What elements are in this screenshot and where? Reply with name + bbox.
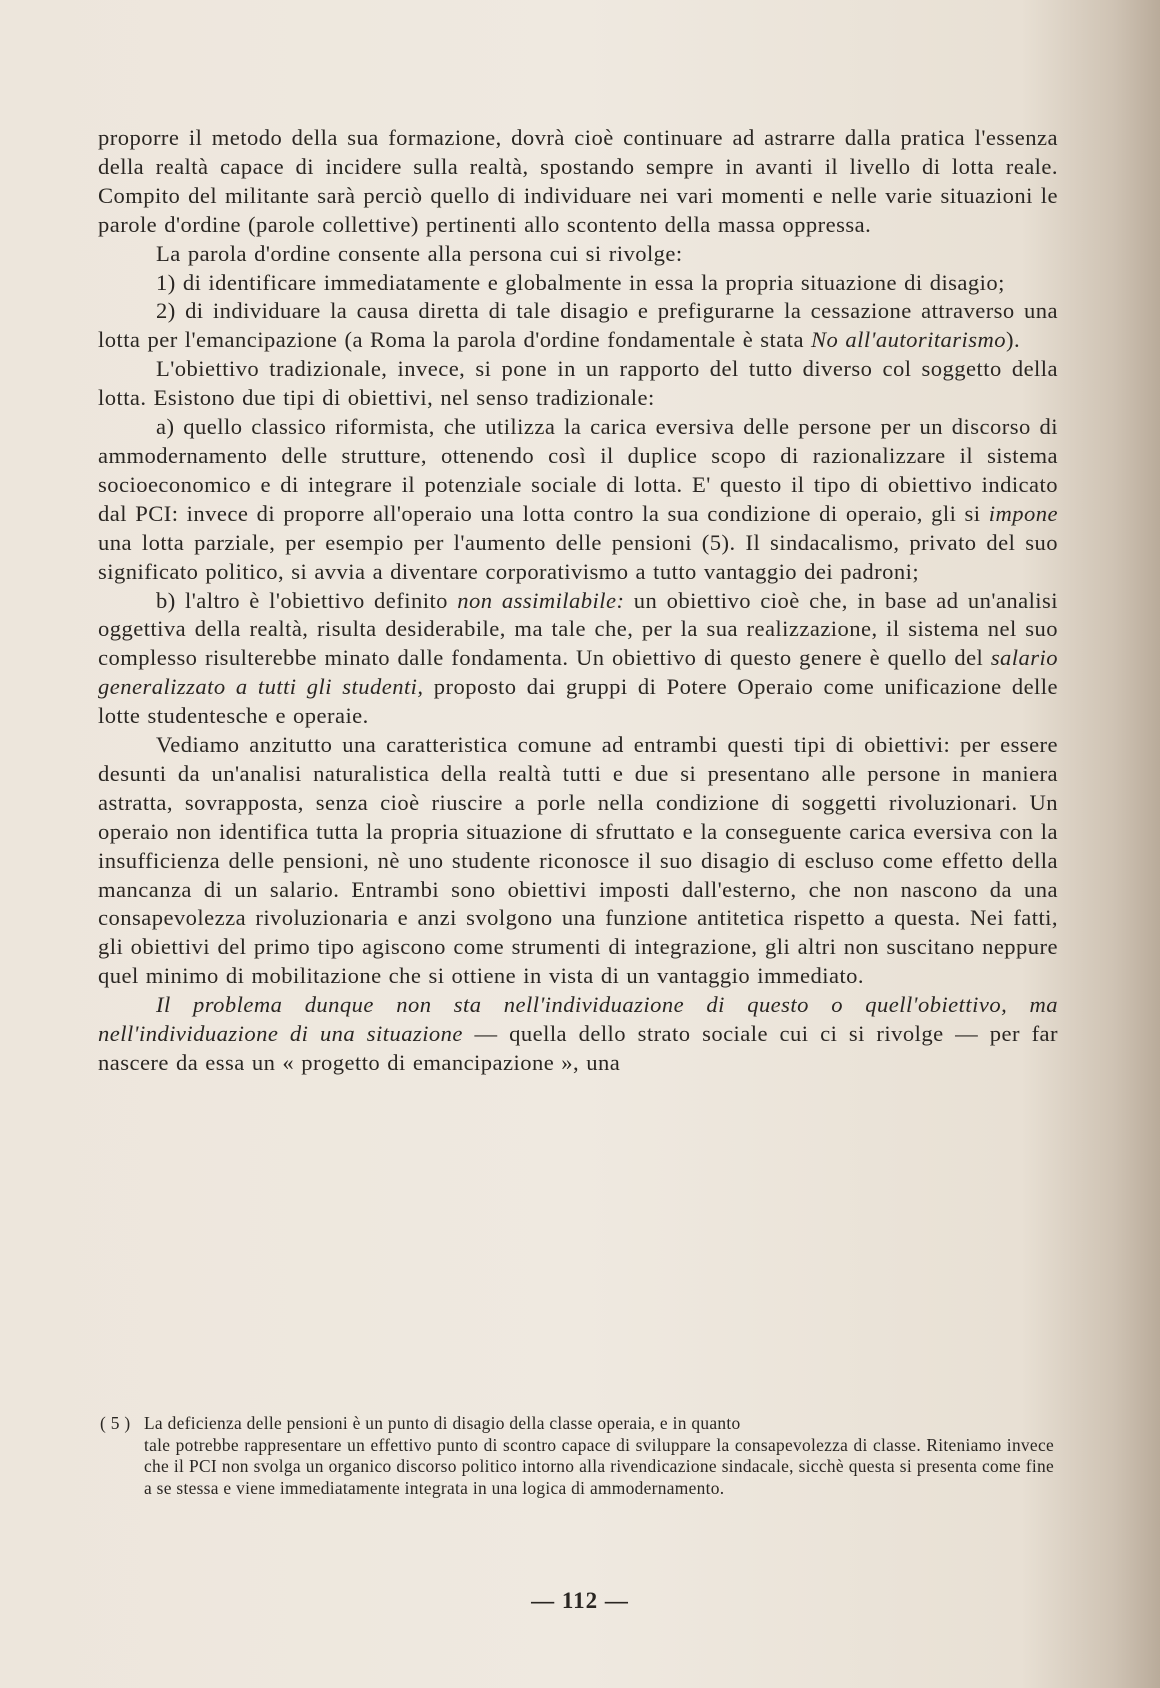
paragraph-6-text: a) quello classico riformista, che utilizza la carica eversiva delle persone per un discorso di ammodernamento delle strutture, ottenendo così il duplice scopo di razionalizzare il sistema socioeconomico e di integrare il potenziale sociale di lotta. E' questo il tipo di obiettivo indicato dal PCI: invece di proporre all'operaio una lotta contro la sua condizione di operaio, gli si bbox=[98, 414, 1058, 526]
paragraph-9-italic: Il problema dunque non sta nell'individuazione di questo o quell'obiettivo, ma nell'individuazione di una situazione bbox=[98, 992, 1058, 1047]
paragraph-6-italic: impone bbox=[988, 500, 1058, 526]
paragraph-8: Vediamo anzitutto una caratteristica comune ad entrambi questi tipi di obiettivi: per essere desunti da un'analisi naturalistica della realtà tutti e due si presentano alle persone in maniera astratta, sovrapposta, senza cioè riuscire a porle nella condizione di soggetti rivoluzionari. Un operaio non identifica tutta la propria situazione di sfruttato e la conseguente carica eversiva con la insufficienza delle pensioni, nè uno studente riconosce il suo disagio di escluso come effetto della mancanza di un salario. Entrambi sono obiettivi imposti dall'esterno, che non nascono da una consapevolezza rivoluzionaria e anzi svolgono una funzione antitetica rispetto a questa. Nei fatti, gli obiettivi del primo tipo agiscono come strumenti di integrazione, gli altri non suscitano neppure quel minimo di mobilitazione che si ottiene in vista di un vantaggio immediato. bbox=[98, 732, 1058, 989]
paragraph-9 bbox=[98, 991, 1058, 1078]
paragraph-7-text-a: b) l'altro è l'obiettivo definito bbox=[156, 587, 458, 613]
paragraph-6 bbox=[98, 413, 1058, 586]
paragraph-4 bbox=[98, 297, 1058, 355]
footnote-first-line bbox=[100, 1413, 1054, 1435]
paragraph-7-text-b: un obiettivo cioè che, in base ad un'analisi oggettiva della realtà, risulta desiderabile, ma tale che, per la sua realizzazione, il sistema nel suo complesso risulterebbe minato dalle fondamenta. Un obiettivo di questo genere è quello del bbox=[98, 587, 1058, 671]
paragraph-4-end: ). bbox=[1006, 327, 1021, 353]
paragraph-7-italic-1: non assimilabile: bbox=[457, 587, 625, 613]
paragraph-9-text: — quella dello strato sociale cui ci si rivolge — per far nascere da essa un « progetto di emancipazione », una bbox=[98, 1021, 1058, 1075]
paragraph-4-italic: No all'autoritarismo bbox=[811, 327, 1007, 353]
paragraph-6-end: una lotta parziale, per esempio per l'aumento delle pensioni (5). Il sindacalismo, privato del suo significato politico, si avvia a diventare corporativismo a tutto vantaggio dei padroni; bbox=[98, 529, 1058, 584]
paragraph-1: proporre il metodo della sua formazione, dovrà cioè continuare ad astrarre dalla pratica l'essenza della realtà capace di incidere sulla realtà, spostando sempre in avanti il livello di lotta reale. Compito del militante sarà perciò quello di individuare nei vari momenti e nelle varie situazioni le parole d'ordine (parole collettive) pertinenti allo scontento della massa oppressa. bbox=[98, 125, 1058, 237]
paragraph-3: 1) di identificare immediatamente e globalmente in essa la propria situazione di disagio; bbox=[156, 269, 1005, 295]
paragraph-2: La parola d'ordine consente alla persona cui si rivolge: bbox=[156, 240, 683, 266]
paragraph-7 bbox=[98, 587, 1058, 732]
footnote-text-first: La deficienza delle pensioni è un punto di disagio della classe operaia, e in quanto bbox=[144, 1413, 741, 1433]
paragraph-5: L'obiettivo tradizionale, invece, si pone in un rapporto del tutto diverso col soggetto della lotta. Esistono due tipi di obiettivi, nel senso tradizionale: bbox=[98, 356, 1058, 411]
paragraph-7-text-c: proposto dai gruppi di Potere Operaio come unificazione delle lotte studentesche e operaie. bbox=[98, 674, 1058, 729]
paragraph-7-italic-2: salario generalizzato a tutti gli studenti, bbox=[98, 645, 1058, 700]
page-number: — 112 — bbox=[531, 1588, 629, 1613]
footnote-text-rest: tale potrebbe rappresentare un effettivo punto di scontro capace di sviluppare la consapevolezza di classe. Riteniamo invece che il PCI non svolga un organico discorso politico intorno alla rivendicazione sindacale, sicchè questa si presenta come fine a se stessa e viene immediatamente integrata in una logica di ammodernamento. bbox=[144, 1434, 1054, 1498]
body-text bbox=[98, 124, 1058, 1078]
footnote-number: ( 5 ) bbox=[100, 1413, 131, 1433]
paragraph-4-text: 2) di individuare la causa diretta di tale disagio e prefigurarne la cessazione attraverso una lotta per l'emancipazione (a Roma la parola d'ordine fondamentale è stata bbox=[98, 298, 1058, 353]
footnote bbox=[100, 1413, 1054, 1499]
